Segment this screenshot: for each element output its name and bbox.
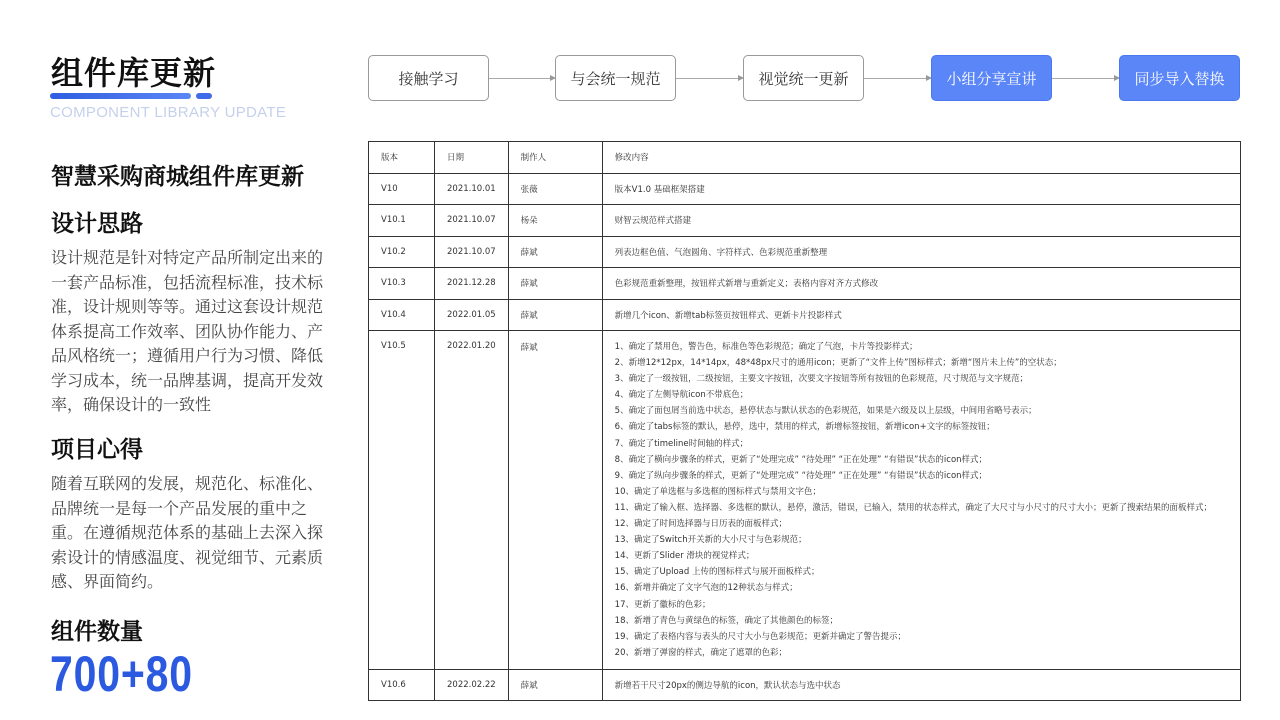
table-row <box>369 331 1241 670</box>
date-cell: 2022.01.05 <box>435 299 509 331</box>
step-1: 接触学习 <box>368 55 489 101</box>
change-item: 11、确定了输入框、选择器、多选框的默认，悬停，激活，错误，已输入，禁用的状态样式，确定了大尺寸与小尺寸的尺寸大小；更新了搜索结果的面板样式； <box>614 502 1212 513</box>
project-title: 智慧采购商城组件库更新 <box>51 164 304 190</box>
date-cell: 2022.01.20 <box>435 331 509 670</box>
content-cell: 版本V1.0 基础框架搭建 <box>602 173 1240 205</box>
change-item: 10、确定了单选框与多选框的图标样式与禁用文字色； <box>614 486 821 497</box>
change-item: 8、确定了横向步骤条的样式，更新了“处理完成” “待处理” “正在处理” “有错误”状态的icon样式； <box>614 454 988 465</box>
table-row <box>369 205 1241 237</box>
component-count: 700+80 <box>50 646 193 702</box>
author-cell: 薛斌 <box>508 299 602 331</box>
header-date: 日期 <box>435 142 509 174</box>
date-cell: 2021.10.07 <box>435 236 509 268</box>
version-cell: V10.1 <box>369 205 435 237</box>
header-version: 版本 <box>369 142 435 174</box>
change-item: 2、新增12*12px，14*14px，48*48px尺寸的通用icon；更新了“文件上传”图标样式；新增“图片未上传”的空状态； <box>614 358 1062 369</box>
version-cell: V10.3 <box>369 268 435 300</box>
table-row <box>369 268 1241 300</box>
table-row <box>369 236 1241 268</box>
date-cell: 2021.10.01 <box>435 173 509 205</box>
change-item: 9、确定了纵向步骤条的样式，更新了“处理完成” “待处理” “正在处理” “有错误”状态的icon样式； <box>614 470 988 481</box>
table-header-row <box>369 142 1241 174</box>
author-cell: 杨朵 <box>508 205 602 237</box>
arrow-icon <box>676 78 743 79</box>
change-item: 1、确定了禁用色，警告色，标准色等色彩规范；确定了气泡，卡片等投影样式； <box>614 342 918 352</box>
change-item: 7、确定了timeline时间轴的样式； <box>614 438 749 449</box>
content-cell: 色彩规范重新整理，按钮样式新增与重新定义；表格内容对齐方式修改 <box>602 268 1240 300</box>
version-cell: V10.5 <box>369 331 435 670</box>
change-item: 12、确定了时间选择器与日历表的面板样式； <box>614 519 787 530</box>
author-cell: 薛斌 <box>508 669 602 701</box>
change-item: 15、确定了Upload 上传的图标样式与展开面板样式； <box>614 567 820 578</box>
change-item: 18、新增了青色与黄绿色的标签，确定了其他颜色的标签； <box>614 615 838 626</box>
change-item: 17、更新了徽标的色彩； <box>614 599 711 610</box>
content-cell: 列表边框色值、气泡圆角、字符样式、色彩规范重新整理 <box>602 236 1240 268</box>
table-row <box>369 299 1241 331</box>
title-underline <box>50 93 191 99</box>
change-item: 16、新增并确定了文字气泡的12种状态与样式； <box>614 583 798 594</box>
date-cell: 2022.02.22 <box>435 669 509 701</box>
version-cell: V10.2 <box>369 236 435 268</box>
change-item: 6、确定了tabs标签的默认，悬停，选中，禁用的样式，新增标签按钮，新增icon+文字的标签按钮； <box>614 422 995 433</box>
author-cell: 薛斌 <box>508 268 602 300</box>
step-5: 同步导入替换 <box>1119 55 1240 101</box>
author-cell: 薛斌 <box>508 236 602 268</box>
design-heading: 设计思路 <box>51 211 143 237</box>
change-item: 19、确定了表格内容与表头的尺寸大小与色彩规范；更新并确定了警告提示； <box>614 631 906 642</box>
arrow-icon <box>489 78 555 79</box>
author-cell: 张薇 <box>508 173 602 205</box>
change-item: 20、新增了弹窗的样式，确定了遮罩的色彩； <box>614 647 787 658</box>
content-cell: 财智云规范样式搭建 <box>602 205 1240 237</box>
content-cell <box>602 331 1240 670</box>
step-4: 小组分享宣讲 <box>931 55 1052 101</box>
version-table <box>368 141 1241 701</box>
page-title: 组件库更新 <box>51 54 217 92</box>
version-cell: V10.6 <box>369 669 435 701</box>
count-heading: 组件数量 <box>51 619 143 645</box>
version-cell: V10 <box>369 173 435 205</box>
page-subtitle: COMPONENT LIBRARY UPDATE <box>50 104 287 121</box>
version-cell: V10.4 <box>369 299 435 331</box>
content-cell: 新增几个icon、新增tab标签页按钮样式、更新卡片投影样式 <box>602 299 1240 331</box>
table-row <box>369 669 1241 701</box>
change-item: 14、更新了Slider 滑块的视觉样式； <box>614 551 755 562</box>
step-2: 与会统一规范 <box>555 55 676 101</box>
insight-text: 随着互联网的发展，规范化、标准化、品牌统一是每一个产品发展的重中之重。在遵循规范体系的基础上去深入探索设计的情感温度、视觉细节、元素质感、界面简约。 <box>51 474 324 591</box>
title-underline-dot <box>196 93 212 99</box>
change-item: 3、确定了一级按钮，二级按钮，主要文字按钮，次要文字按钮等所有按钮的色彩规范，尺寸规范与文字规范； <box>614 374 1029 385</box>
author-cell: 薛斌 <box>508 331 602 670</box>
content-cell: 新增若干尺寸20px的侧边导航的icon，默认状态与选中状态 <box>602 669 1240 701</box>
table-row <box>369 173 1241 205</box>
change-item: 4、确定了左侧导航icon不带底色； <box>614 390 749 401</box>
arrow-icon <box>864 78 931 79</box>
date-cell: 2021.10.07 <box>435 205 509 237</box>
header-content: 修改内容 <box>602 142 1240 174</box>
arrow-icon <box>1052 78 1119 79</box>
change-item: 5、确定了面包屑当前选中状态，悬停状态与默认状态的色彩规范，如果是六级及以上层级，中间用省略号表示； <box>614 406 1037 417</box>
date-cell: 2021.12.28 <box>435 268 509 300</box>
header-author: 制作人 <box>508 142 602 174</box>
change-item: 13、确定了Switch开关新的大小尺寸与色彩规范； <box>614 535 807 546</box>
design-text: 设计规范是针对特定产品所制定出来的一套产品标准，包括流程标准，技术标准，设计规则等等。通过这套设计规范体系提高工作效率、团队协作能力、产品风格统一；遵循用户行为习惯、降低学习成本，统一品牌基调，提高开发效率，确保设计的一致性 <box>51 248 324 414</box>
insight-heading: 项目心得 <box>51 437 143 463</box>
step-3: 视觉统一更新 <box>743 55 864 101</box>
